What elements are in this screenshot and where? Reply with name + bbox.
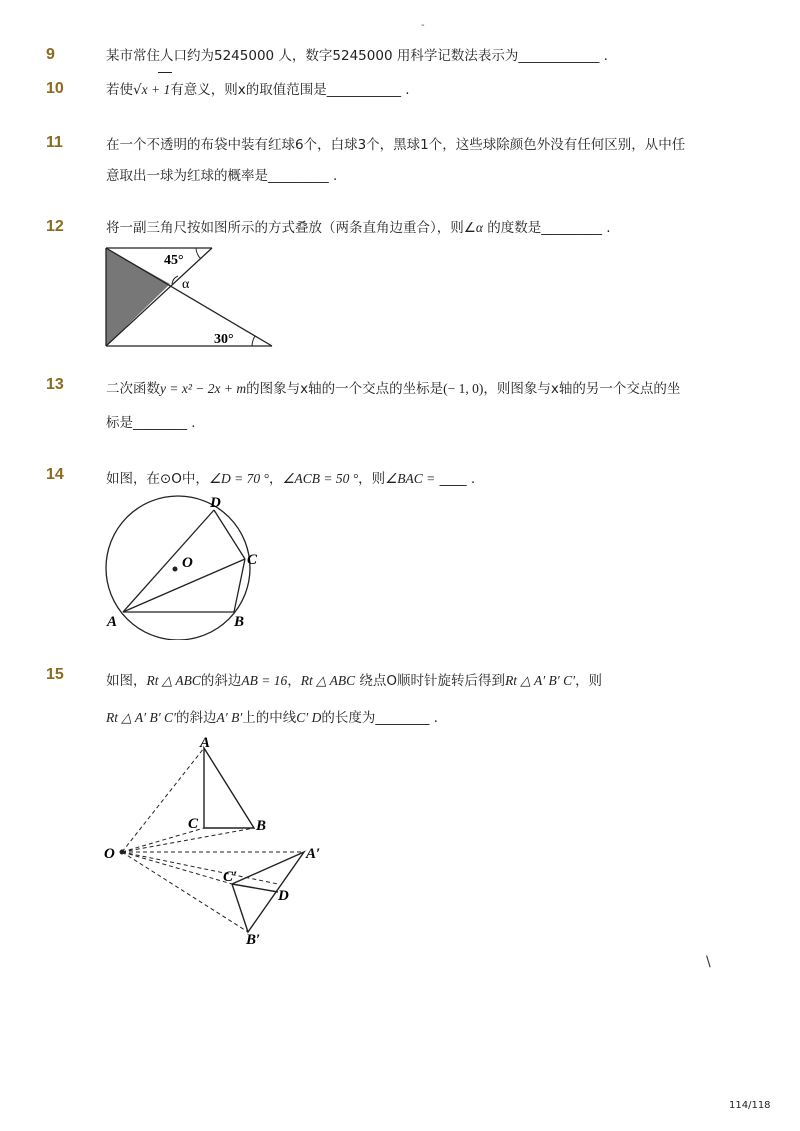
q14-sep: ，	[268, 471, 283, 487]
rotation-figure	[100, 730, 340, 952]
question-9-text	[106, 46, 608, 66]
shaded-overlap-region	[106, 248, 170, 346]
question-number-10: 10	[46, 80, 64, 97]
question-number-9: 9	[46, 46, 55, 63]
q12-blank: _________	[541, 220, 602, 236]
label-a: A	[200, 735, 211, 751]
q15-text-d2: 上的中线	[242, 710, 297, 726]
question-13-line-2	[106, 413, 196, 433]
q13-prompt: 二次函数	[106, 381, 160, 397]
q10-end: .	[405, 82, 410, 98]
q14-angle-d: ∠D = 70 °	[208, 471, 269, 486]
label-a-prime: A′	[306, 846, 321, 862]
q15-blank: ________	[375, 710, 430, 726]
q10-radicand: x + 1	[141, 82, 171, 97]
label-d: D	[210, 495, 221, 511]
question-number-11: 11	[46, 134, 63, 151]
stray-mark: \	[706, 954, 711, 970]
q14-angle-acb: ∠ACB = 50 °	[282, 471, 359, 486]
question-11-line-2	[106, 166, 337, 186]
q13-prompt-4: 标是	[106, 415, 133, 431]
question-13-line-1	[106, 379, 680, 399]
label-o: O	[182, 555, 193, 571]
q13-point: (− 1, 0)	[443, 381, 484, 396]
label-a: A	[107, 614, 118, 630]
q15-triangle-prime-2: Rt △ A′ B′ C′	[106, 710, 176, 725]
q13-end: .	[191, 415, 196, 431]
q15-ab-equals: AB = 16	[241, 673, 288, 688]
question-11-line-1: 在一个不透明的布袋中装有红球6个，白球3个，黑球1个，这些球除颜色外没有任何区别，从中任	[106, 137, 686, 153]
label-c-prime: C′	[223, 869, 238, 885]
q15-text-a: 如图，	[106, 673, 147, 689]
q11-prompt: 意取出一球为红球的概率是	[106, 168, 268, 184]
q14-angle-bac: ∠BAC =	[385, 471, 436, 486]
question-14-text	[106, 469, 475, 489]
label-o: O	[104, 846, 115, 862]
q14-prompt-2: ，则	[358, 471, 386, 487]
question-15-line-1	[106, 671, 602, 691]
q15-text-f2: 的长度为	[321, 710, 376, 726]
question-12-text	[106, 218, 611, 238]
q15-end: .	[433, 710, 438, 726]
label-alpha: α	[182, 277, 190, 292]
label-30-degrees: 30°	[214, 332, 234, 347]
page-number: 114/118	[729, 1100, 771, 1111]
triangle-abc	[204, 748, 254, 828]
q15-triangle-abc-2: Rt △ ABC	[300, 673, 356, 688]
q10-prompt-2: 有意义，则x的取值范围是	[170, 82, 327, 98]
question-number-14: 14	[46, 466, 64, 483]
question-number-13: 13	[46, 376, 64, 393]
q13-prompt-3: ，则图象与x轴的另一个交点的坐	[483, 381, 681, 397]
question-10-text	[106, 80, 410, 100]
q15-triangle-abc: Rt △ ABC	[146, 673, 201, 688]
q14-blank: ____	[439, 471, 467, 487]
label-45-degrees: 45°	[164, 253, 184, 268]
label-b: B	[256, 818, 267, 834]
q14-end: .	[470, 471, 476, 487]
q9-blank: ____________	[518, 48, 600, 64]
q13-prompt-2: 的图象与x轴的一个交点的坐标是	[246, 381, 444, 397]
q13-function: y = x² − 2x + m	[160, 381, 247, 396]
q11-end: .	[333, 168, 338, 184]
q15-hypotenuse: A′ B′	[216, 710, 243, 725]
q12-prompt-2: 的度数是	[482, 220, 542, 236]
top-mark: -	[421, 20, 425, 31]
sqrt-vinculum	[158, 72, 172, 73]
q10-prompt: 若使	[106, 82, 133, 98]
label-d: D	[278, 888, 289, 904]
circle-figure	[100, 490, 270, 640]
q9-end: .	[603, 48, 608, 64]
q15-text-c: 的斜边	[200, 673, 242, 689]
circle-o	[106, 496, 250, 640]
q15-median: C′ D	[296, 710, 322, 725]
q15-text-e: ，	[287, 673, 301, 689]
question-number-15: 15	[46, 666, 64, 683]
q10-blank: ___________	[326, 82, 401, 98]
q14-prompt: 如图，在⊙O中，	[106, 471, 209, 487]
q12-prompt: 将一副三角尺按如图所示的方式叠放（两条直角边重合），则∠	[106, 220, 476, 236]
q15-text-b2: 的斜边	[176, 710, 217, 726]
label-c: C	[188, 816, 199, 832]
triangle-abc-prime	[232, 852, 304, 932]
q12-alpha: α	[475, 220, 483, 235]
question-number-12: 12	[46, 218, 64, 235]
center-point	[173, 567, 178, 572]
label-c: C	[247, 552, 258, 568]
q15-text-g: 绕点O顺时针旋转后得到	[355, 673, 506, 689]
q15-triangle-prime: Rt △ A′ B′ C′	[505, 673, 576, 688]
label-b-prime: B′	[246, 932, 261, 948]
q13-blank: ________	[133, 415, 187, 431]
question-15-line-2	[106, 708, 438, 728]
triangle-rulers-figure	[100, 240, 280, 352]
median-c-d	[232, 884, 278, 892]
q9-prompt: 某市常住人口约为5245000 人，数字5245000 用科学记数法表示为	[106, 48, 519, 64]
sqrt-sign: √	[133, 82, 142, 98]
q11-blank: _________	[268, 168, 329, 184]
label-b: B	[234, 614, 245, 630]
q12-end: .	[606, 220, 611, 236]
q15-text-i: ，则	[575, 673, 603, 689]
point-o	[120, 850, 125, 855]
